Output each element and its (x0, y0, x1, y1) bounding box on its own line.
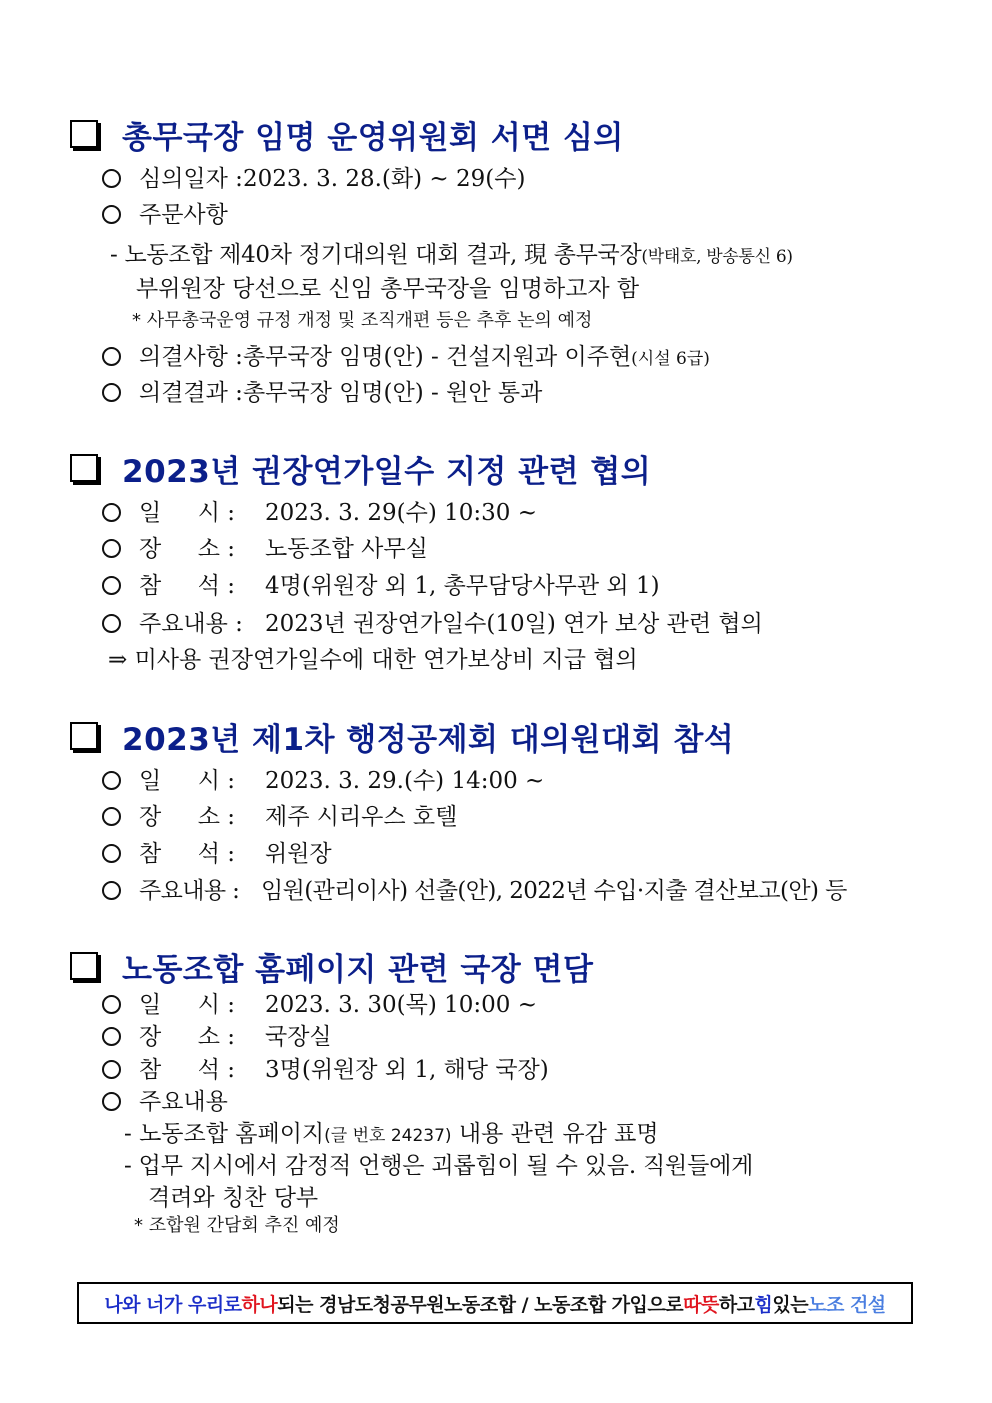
circle-bullet-icon (102, 347, 121, 366)
dash-item: - 노동조합 제40차 정기대의원 대회 결과, 現 총무국장(박태호, 방송통신 6) (110, 242, 793, 268)
circle-bullet-icon (102, 995, 121, 1014)
circle-bullet-icon (102, 771, 121, 790)
dash-item-continuation: 격려와 칭찬 당부 (148, 1185, 319, 1211)
circle-bullet-icon (102, 614, 121, 633)
circle-bullet-icon (102, 539, 121, 558)
section-title: 2023년 권장연가일수 지정 관련 협의 (122, 453, 652, 490)
section-heading (70, 112, 624, 156)
list-item: 심의일자 :2023. 3. 28.(화) ~ 29(수) (102, 162, 525, 196)
list-item: 의결결과 :총무국장 임명(안) - 원안 통과 (102, 376, 542, 410)
list-item: 참 석 : 위원장 (102, 837, 332, 871)
circle-bullet-icon (102, 807, 121, 826)
section-title: 총무국장 임명 운영위원회 서면 심의 (122, 119, 624, 156)
dash-item: - 업무 지시에서 감정적 언행은 괴롭힘이 될 수 있음. 직원들에게 (124, 1153, 754, 1179)
circle-bullet-icon (102, 1092, 121, 1111)
circle-bullet-icon (102, 881, 121, 900)
list-item: 장 소 : 국장실 (102, 1020, 332, 1054)
note: * 사무총국운영 규정 개정 및 조직개편 등은 추후 논의 예정 (132, 310, 593, 331)
dash-item-continuation: 부위원장 당선으로 신임 총무국장을 임명하고자 함 (136, 276, 640, 302)
section-heading (70, 446, 651, 490)
list-item: 주문사항 (102, 198, 228, 232)
circle-bullet-icon (102, 169, 121, 188)
list-item: 장 소 : 제주 시리우스 호텔 (102, 800, 457, 834)
circle-bullet-icon (102, 576, 121, 595)
section-title: 2023년 제1차 행정공제회 대의원대회 참석 (122, 721, 735, 758)
arrow-item: ⇒ 미사용 권장연가일수에 대한 연가보상비 지급 협의 (108, 647, 638, 673)
circle-bullet-icon (102, 383, 121, 402)
list-item: 일 시 : 2023. 3. 30(목) 10:00 ~ (102, 988, 537, 1022)
list-item: 주요내용 : 2023년 권장연가일수(10일) 연가 보상 관련 협의 (102, 607, 763, 641)
circle-bullet-icon (102, 844, 121, 863)
dash-item: - 노동조합 홈페이지(글 번호 24237) 내용 관련 유감 표명 (124, 1121, 659, 1147)
circle-bullet-icon (102, 503, 121, 522)
section-heading (70, 944, 593, 988)
list-item: 주요내용 (102, 1085, 228, 1119)
checkbox-square-icon (70, 722, 98, 750)
section-title: 노동조합 홈페이지 관련 국장 면담 (122, 951, 594, 988)
list-item: 장 소 : 노동조합 사무실 (102, 532, 428, 566)
section-heading (70, 714, 734, 758)
list-item: 의결사항 :총무국장 임명(안) - 건설지원과 이주현(시설 6급) (102, 340, 710, 374)
circle-bullet-icon (102, 205, 121, 224)
checkbox-square-icon (70, 952, 98, 980)
note: * 조합원 간담회 추진 예정 (134, 1215, 340, 1236)
checkbox-square-icon (70, 454, 98, 482)
checkbox-square-icon (70, 120, 98, 148)
list-item: 참 석 : 4명(위원장 외 1, 총무담당사무관 외 1) (102, 569, 660, 603)
circle-bullet-icon (102, 1027, 121, 1046)
list-item: 참 석 : 3명(위원장 외 1, 해당 국장) (102, 1053, 549, 1087)
list-item: 주요내용 : 임원(관리이사) 선출(안), 2022년 수입·지출 결산보고(안) 등 (102, 874, 847, 908)
list-item: 일 시 : 2023. 3. 29.(수) 14:00 ~ (102, 764, 544, 798)
footer-slogan-box: 나와 너가 우리로 하나 되는 경남도청공무원노동조합 / 노동조합 가입으로 따뜻 하고 힘 있는 노조 건설 (77, 1282, 913, 1324)
list-item: 일 시 : 2023. 3. 29(수) 10:30 ~ (102, 496, 537, 530)
circle-bullet-icon (102, 1060, 121, 1079)
